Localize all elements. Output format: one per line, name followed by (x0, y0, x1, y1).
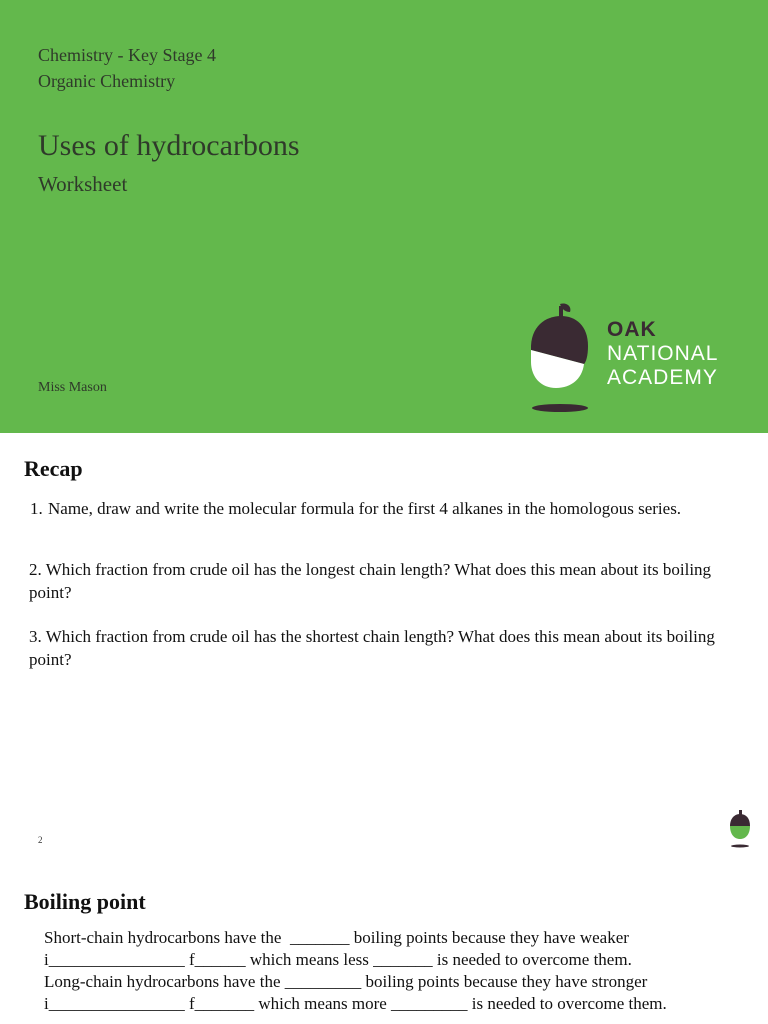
logo-academy: ACADEMY (607, 366, 718, 389)
recap-question-2: 2. Which fraction from crude oil has the longest chain length? What does this mean about its boiling point? (29, 560, 712, 602)
logo-national: NATIONAL (607, 342, 719, 365)
question-number: 1. (30, 499, 43, 518)
logo-oak: OAK (607, 318, 657, 341)
cover-banner (0, 0, 768, 433)
recap-question-3: 3. Which fraction from crude oil has the shortest chain length? What does this mean about its boiling point? (29, 627, 715, 669)
worksheet-subtitle: Worksheet (38, 172, 128, 196)
page-number: 2 (38, 835, 43, 845)
subject-line: Chemistry - Key Stage 4 (38, 45, 216, 65)
question-text: Name, draw and write the molecular formula for the first 4 alkanes in the homologous series. (48, 499, 682, 518)
topic-line: Organic Chemistry (38, 71, 176, 91)
fill-in-line: i________________ f_______ which means more _________ is needed to overcome them. (44, 994, 667, 1013)
fill-in-line: i________________ f______ which means less _______ is needed to overcome them. (44, 950, 632, 969)
worksheet-title: Uses of hydrocarbons (38, 129, 300, 162)
subject-info (38, 42, 216, 94)
small-acorn-icon (727, 808, 753, 850)
fill-in-line: Long-chain hydrocarbons have the _________ boiling points because they have stronger (44, 972, 648, 991)
oak-logo-text (607, 318, 718, 390)
teacher-name: Miss Mason (38, 380, 107, 395)
recap-heading: Recap (24, 456, 83, 481)
recap-question-1 (30, 498, 730, 521)
boiling-point-heading: Boiling point (24, 889, 146, 914)
fill-in-line: Short-chain hydrocarbons have the _______ boiling points because they have weaker (44, 928, 629, 947)
acorn-logo-icon (526, 300, 592, 416)
